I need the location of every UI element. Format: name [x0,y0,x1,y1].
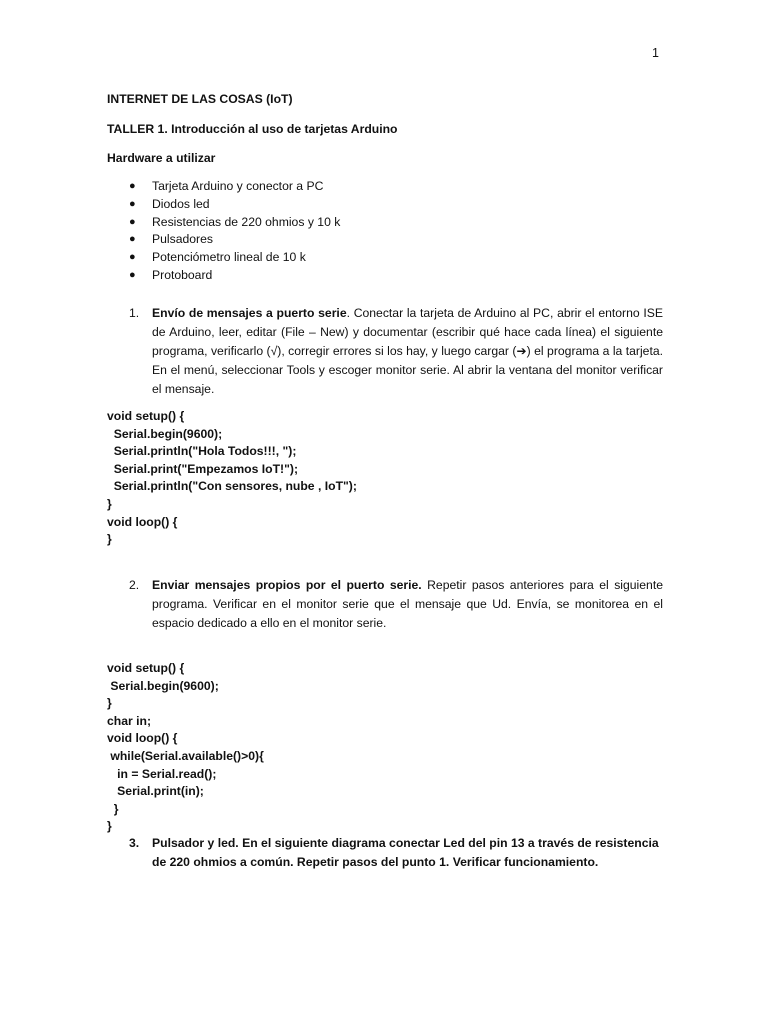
step-text [152,834,663,872]
list-item: ● Diodos led [107,196,340,214]
workshop-title: TALLER 1. Introducción al uso de tarjetas Arduino [107,122,398,136]
step-2 [107,576,663,633]
step-body: Repetir pasos anteriores para el siguiente programa. Verificar en el monitor serie que el mensaje que Ud. Envía, se monitorea en el espacio dedicado a ello en el monitor serie. [152,578,663,631]
hardware-list [107,178,340,285]
step-text [152,576,663,633]
step-heading: Enviar mensajes propios por el puerto serie. [152,578,422,592]
step-1 [107,304,663,399]
step-number: 3. [129,836,140,850]
step-heading: Envío de mensajes a puerto serie [152,306,347,320]
step-text [152,304,663,399]
bullet-icon: ● [129,233,136,246]
bullet-icon: ● [129,215,136,228]
bullet-icon: ● [129,197,136,210]
step-3 [107,834,663,872]
list-item: ● Tarjeta Arduino y conector a PC [107,178,340,196]
list-item: ● Pulsadores [107,231,340,249]
bullet-icon: ● [129,268,136,281]
code-block-1: void setup() { Serial.begin(9600); Serial.println("Hola Todos!!!, "); Serial.print("Empezamos IoT!"); Serial.println("Con sensores, nube , IoT"); } void loop() { } [107,409,357,547]
step-number: 1. [129,306,140,320]
list-item: ● Potenciómetro lineal de 10 k [107,249,340,267]
list-item: ● Resistencias de 220 ohmios y 10 k [107,214,340,232]
bullet-icon: ● [129,251,136,264]
step-body: . Conectar la tarjeta de Arduino al PC, abrir el entorno ISE de Arduino, leer, editar (File – New) y documentar (escribir qué hace cada línea) el siguiente programa, verificarlo (√), corregir errores si los hay, y luego cargar (➔) el programa a la tarjeta. En el menú, seleccionar Tools y escoger monitor serie. Al abrir la ventana del monitor verificar el mensaje. [152,306,663,397]
page-number: 1 [652,46,659,60]
code-block-2: void setup() { Serial.begin(9600); } char in; void loop() { while(Serial.available()>0){ in = Serial.read(); Serial.print(in); } } [107,661,264,834]
step-number: 2. [129,578,140,592]
step-heading: Pulsador y led. En el siguiente diagrama conectar Led del pin 13 a través de resistencia de 220 ohmios a común. Repetir pasos del punto 1. Verificar funcionamiento. [152,836,659,870]
list-item: ● Protoboard [107,267,340,285]
bullet-icon: ● [129,180,136,192]
document-title: INTERNET DE LAS COSAS (IoT) [107,92,293,106]
hardware-heading: Hardware a utilizar [107,151,216,165]
